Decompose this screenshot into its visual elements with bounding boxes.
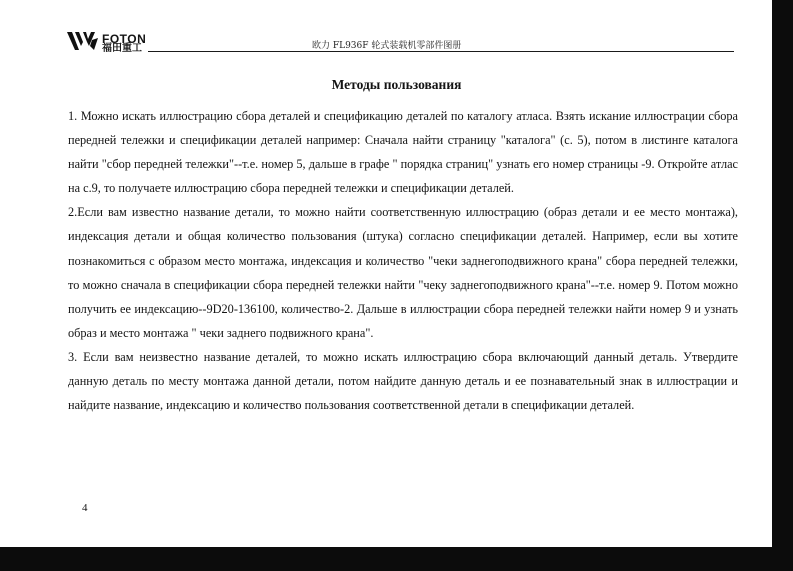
paragraph-1: 1. Можно искать иллюстрацию сбора деталей и спецификацию деталей по каталогу атласа. Взять искание иллюстрации сбора передней тележки и спецификации деталей например: Сначала найти страницу "каталога" (с. 5), потом в листинге каталога найти "сбор передней тележки"--т.е. номер 5, дальше в графе " порядка страниц" узнать его номер страницы -9. Откройте атлас на с.9, то получаете иллюстрацию сбора передней тележки и спецификации деталей. <box>68 109 738 196</box>
paragraph-3: 3. Если вам неизвестно название деталей, то можно искать иллюстрацию сбора включающий данный деталь. Утвердите данную деталь по месту монтажа данной детали, потом найдите данную деталь и ее познавательный знак в иллюстрации и найдите название, индексацию и количество пользования соответственной детали в спецификации деталей. <box>68 349 738 413</box>
instructions-body <box>68 104 738 417</box>
page-number: 4 <box>82 502 88 514</box>
brand-name: FOTON <box>102 32 147 46</box>
paragraph-2: 2.Если вам известно название детали, то можно найти соответственную иллюстрацию (образ детали и ее место монтажа), индексация детали и общая количество пользования (штука) согласно спецификации деталей. Например, если вы хотите познакомиться с образом место монтажа, индексация и количество "чеки заднегоподвижного крана" сбора передней тележки, то можно сначала в спецификации сбора передней тележки найти "чеку заднегоподвижного крана"--т.е. номер 9. Потом можно получить ее индексацию--9D20-136100, количество-2. Дальше в иллюстрации сбора передней тележки найти номер 9 и узнать образ и место монтажа " чеки заднего подвижного крана". <box>68 205 738 340</box>
header-divider <box>148 51 734 52</box>
foton-logo-icon <box>66 30 100 52</box>
document-header-title: 欧力 FL936F 轮式装载机零部件图册 <box>312 41 462 51</box>
brand-name-chinese: 福田重工 <box>102 43 142 54</box>
scan-edge-bottom <box>0 547 793 571</box>
page-title: Методы пользования <box>331 77 462 92</box>
